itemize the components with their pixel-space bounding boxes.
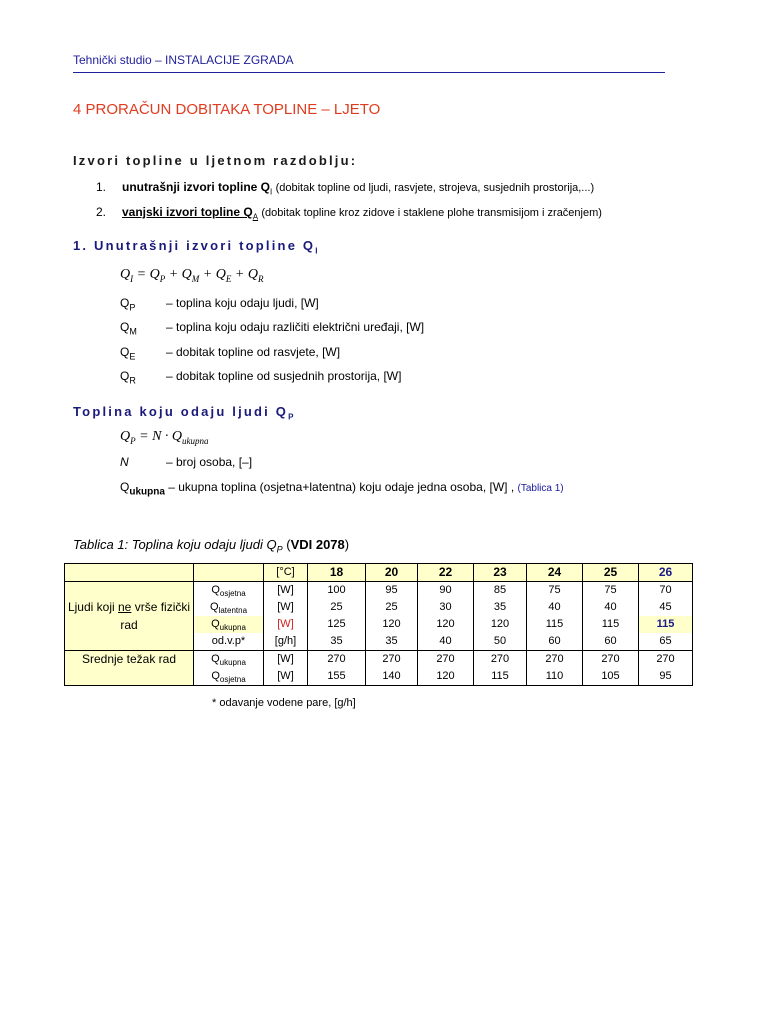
internal-sources-heading: 1. Unutrašnji izvori topline $Q_I$ bbox=[73, 238, 320, 256]
value-column: 75 40 115 60 bbox=[527, 582, 583, 651]
value-column: 70 45 115 65 bbox=[639, 582, 693, 651]
value-column: 90 30 120 40 bbox=[418, 582, 474, 651]
temp-header: 25 bbox=[583, 564, 639, 582]
people-heat-formula: $Q_P = N \cdot Q_{ukupna}$ bbox=[120, 429, 209, 446]
sources-heading: Izvori topline u ljetnom razdoblju: bbox=[73, 153, 358, 168]
value-column: 270 120 bbox=[418, 651, 474, 686]
temp-header: 24 bbox=[527, 564, 583, 582]
section-title: 4 PRORAČUN DOBITAKA TOPLINE – LJETO bbox=[73, 101, 381, 118]
quantity-column: $Q_{osjetna}$ $Q_{latentna}$ $Q_{ukupna}$ od.v.p* bbox=[194, 582, 264, 651]
definition-qm: $Q_M$ – toplina koju odaju različiti električni uređaji, [W] bbox=[120, 320, 425, 337]
source-item-internal: 1. unutrašnji izvori topline $Q_I$ (dobitak topline od ljudi, rasvjete, strojeva, susjednih prostorija,...) bbox=[96, 180, 595, 197]
unit-column: [W] [W] bbox=[264, 651, 308, 686]
quantity-column: $Q_{ukupna}$ $Q_{osjetna}$ bbox=[194, 651, 264, 686]
value-column: 270 110 bbox=[527, 651, 583, 686]
internal-heat-formula: $Q_I = Q_P + Q_M + Q_E + Q_R$ bbox=[120, 267, 264, 284]
value-column: 270 155 bbox=[308, 651, 366, 686]
value-column: 270 140 bbox=[366, 651, 418, 686]
document-header: Tehnički studio – INSTALACIJE ZGRADA bbox=[73, 53, 294, 67]
table-header-row bbox=[65, 564, 693, 582]
table-reference-link[interactable]: (Tablica 1) bbox=[517, 483, 564, 494]
table-footnote: * odavanje vodene pare, [g/h] bbox=[212, 697, 356, 709]
definition-qp: $Q_P$ – toplina koju odaju ljudi, [W] bbox=[120, 296, 319, 313]
value-column: 270 115 bbox=[474, 651, 527, 686]
temp-header: 26 bbox=[639, 564, 693, 582]
header-divider bbox=[73, 72, 665, 73]
value-column: 270 105 bbox=[583, 651, 639, 686]
definition-n: N – broj osoba, [–] bbox=[120, 455, 253, 469]
table-caption: Tablica 1: Toplina koju odaju ljudi $Q_P$ (VDI 2078) bbox=[73, 537, 350, 555]
temp-header: 22 bbox=[418, 564, 474, 582]
temp-header: 20 bbox=[366, 564, 418, 582]
definition-qukupna: $Q_{ukupna}$ – ukupna toplina (osjetna+latentna) koju odaje jedna osoba, [W] , (Tablica 1) bbox=[120, 480, 564, 498]
source-item-external: 2. vanjski izvori topline $Q_A$ (dobitak topline kroz zidove i staklene plohe transmisijom i zračenjem) bbox=[96, 205, 602, 222]
table-row-group-medium bbox=[65, 651, 693, 686]
value-column: 75 40 115 60 bbox=[583, 582, 639, 651]
unit-header: [°C] bbox=[264, 564, 308, 582]
temp-header: 18 bbox=[308, 564, 366, 582]
temp-header: 23 bbox=[474, 564, 527, 582]
heat-emission-table bbox=[64, 563, 693, 686]
value-column: 100 25 125 35 bbox=[308, 582, 366, 651]
unit-column: [W] [W] [W] [g/h] bbox=[264, 582, 308, 651]
table-row-group-rest bbox=[65, 582, 693, 651]
value-column: 270 95 bbox=[639, 651, 693, 686]
group-label-medium: Srednje težak rad bbox=[65, 651, 194, 686]
definition-qe: $Q_E$ – dobitak topline od rasvjete, [W] bbox=[120, 345, 341, 362]
people-heat-heading: Toplina koju odaju ljudi $Q_P$ bbox=[73, 404, 296, 422]
value-column: 95 25 120 35 bbox=[366, 582, 418, 651]
value-column: 85 35 120 50 bbox=[474, 582, 527, 651]
group-label-rest: Ljudi koji ne vrše fizički rad bbox=[65, 582, 194, 651]
definition-qr: $Q_R$ – dobitak topline od susjednih prostorija, [W] bbox=[120, 369, 402, 386]
